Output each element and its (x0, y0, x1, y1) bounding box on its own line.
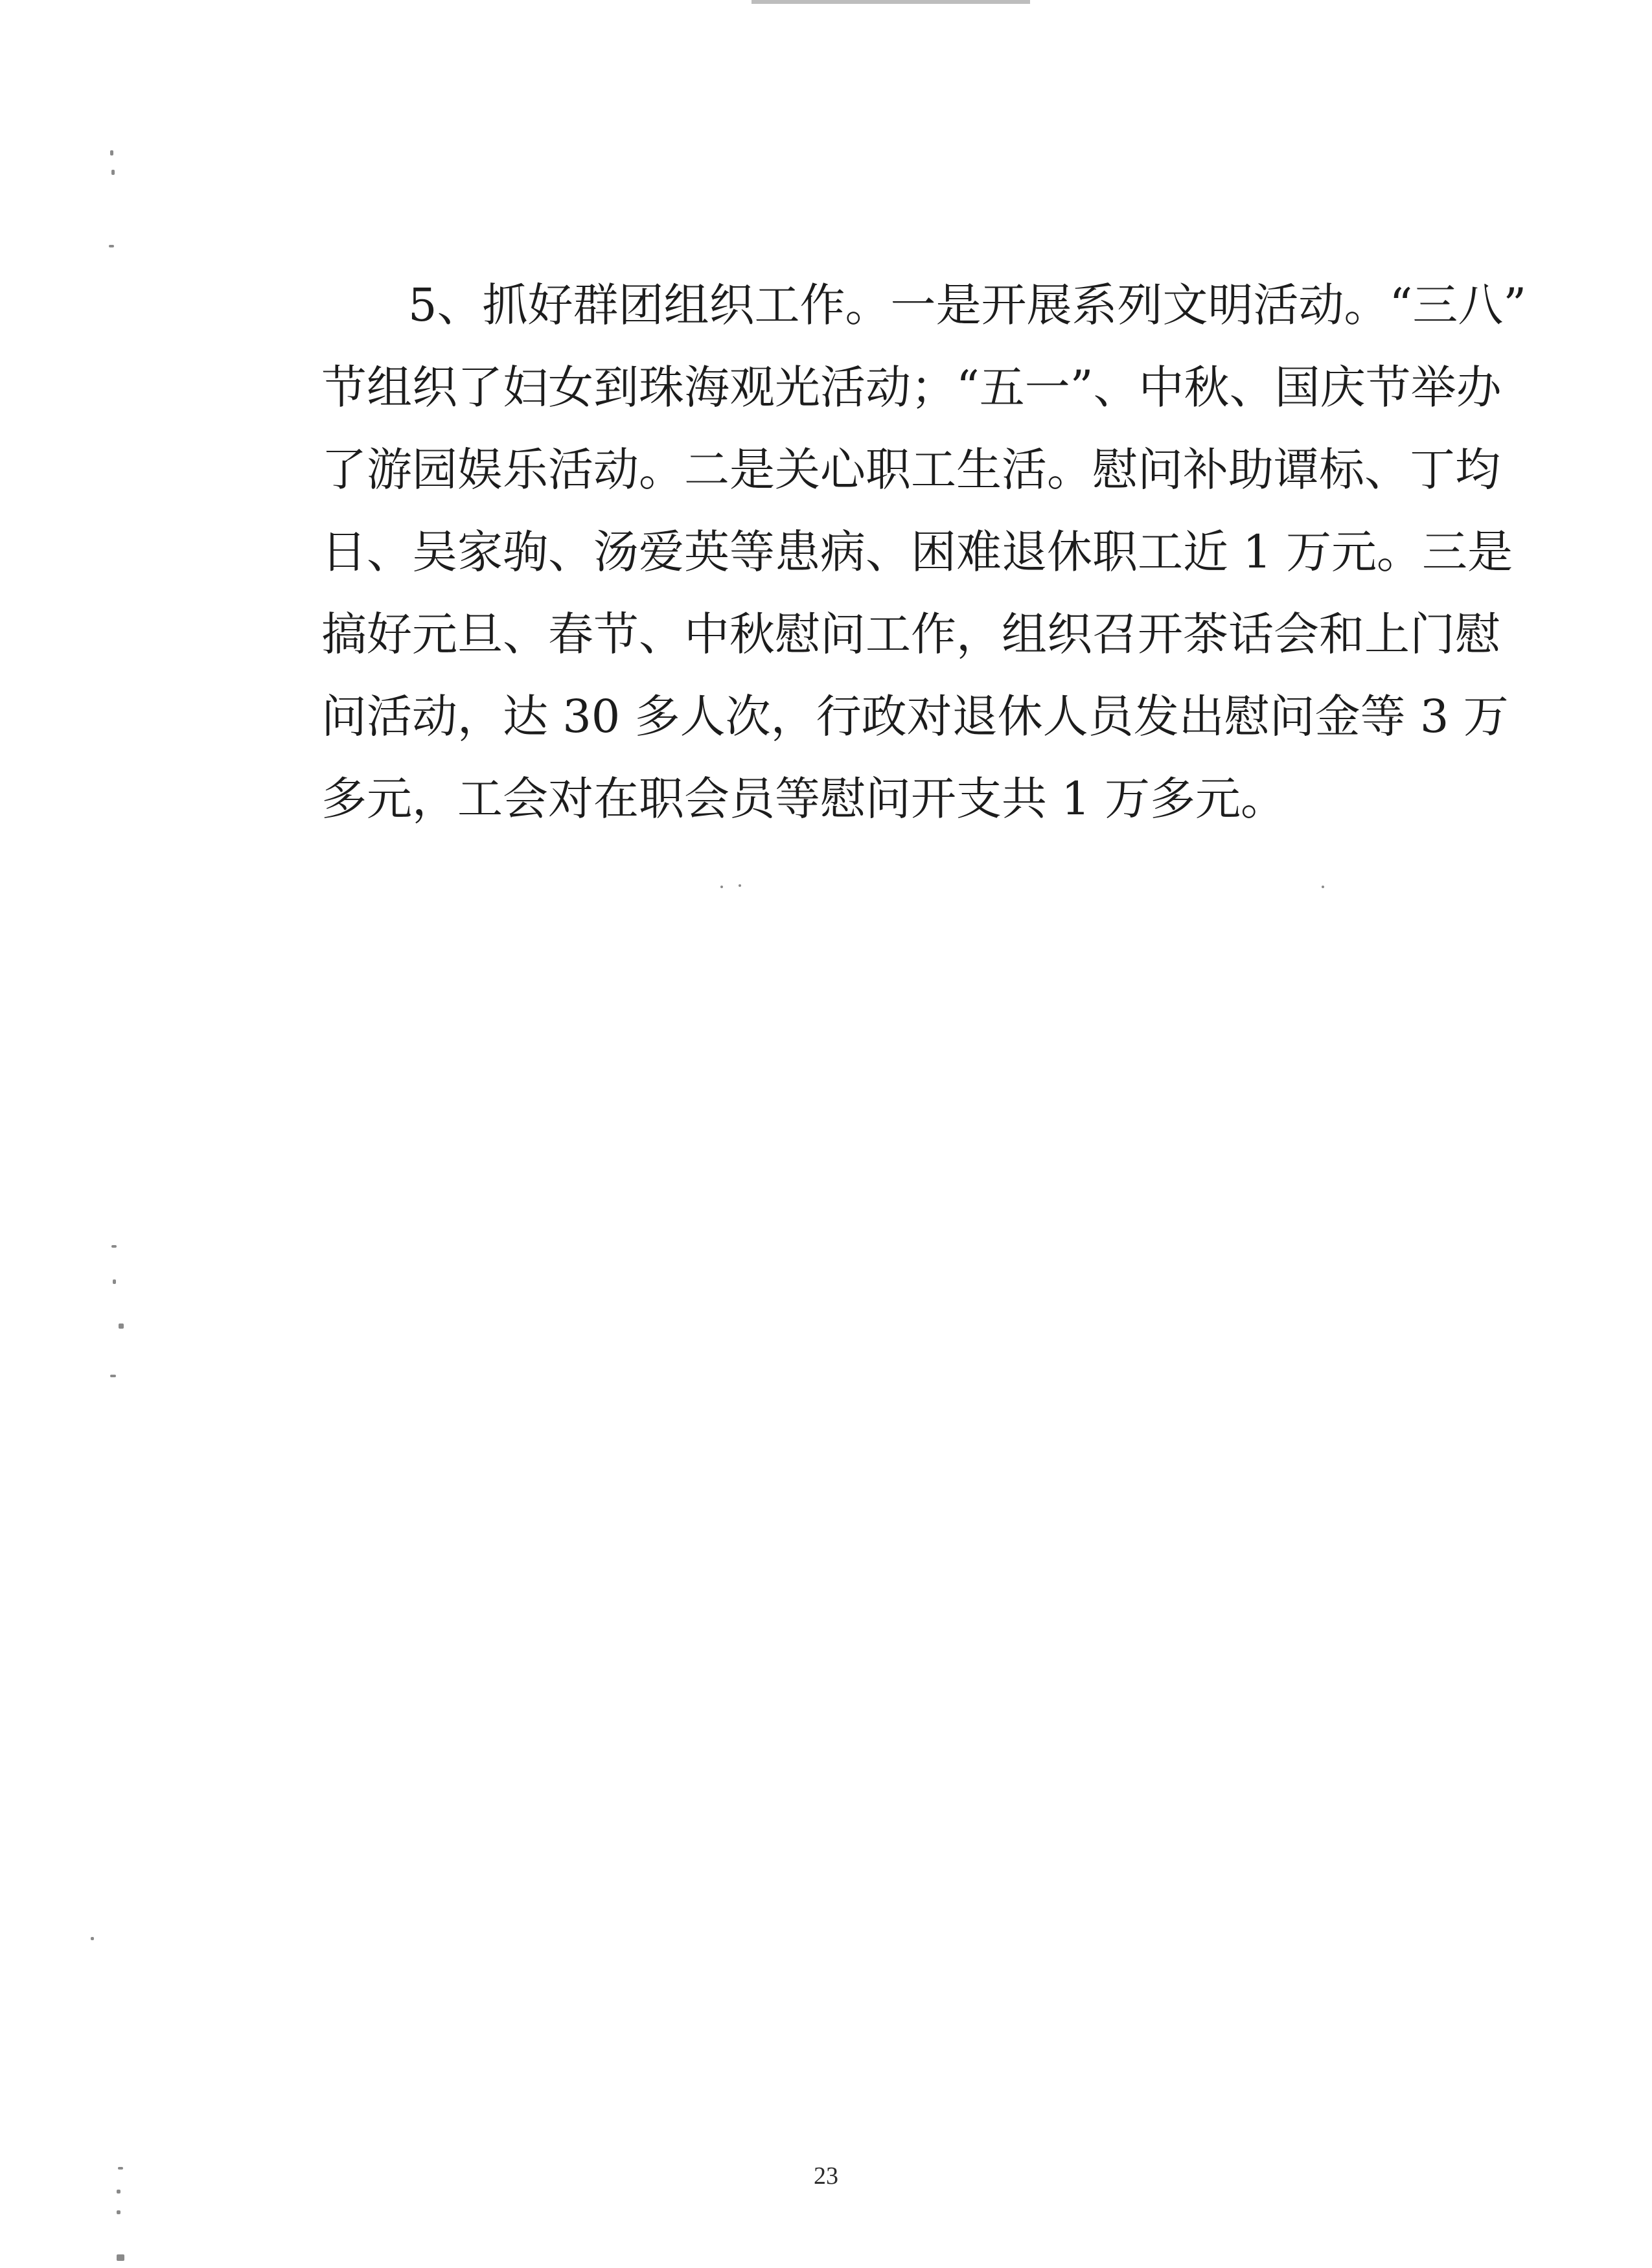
page-number: 23 (814, 2162, 838, 2190)
scan-speck (91, 1937, 94, 1940)
paragraph-line: 节组织了妇女到珠海观光活动；“五一”、中秋、国庆节举办 (321, 361, 1502, 414)
paragraph-line: 日、吴家驹、汤爱英等患病、困难退休职工近 1 万元。三是 (321, 525, 1513, 578)
scan-speck (117, 2254, 124, 2261)
scan-speck (1322, 886, 1324, 888)
scan-speck (111, 170, 115, 175)
paragraph-mass-organization-work (321, 264, 1527, 840)
scan-speck (110, 1375, 116, 1377)
paragraph-line: 了游园娱乐活动。二是关心职工生活。慰问补助谭标、丁均 (321, 443, 1500, 496)
paragraph-line: 5、抓好群团组织工作。一是开展系列文明活动。“三八” (408, 279, 1527, 332)
scan-speck (111, 1245, 117, 1248)
scan-speck (109, 245, 114, 247)
paragraph-line: 多元，工会对在职会员等慰问开支共 1 万多元。 (321, 772, 1287, 825)
scan-edge-mark (751, 0, 1030, 4)
scan-speck (113, 1279, 116, 1284)
scan-speck (720, 886, 723, 888)
scan-speck (117, 2210, 120, 2214)
paragraph-line: 搞好元旦、春节、中秋慰问工作，组织召开茶话会和上门慰 (321, 608, 1500, 661)
scan-speck (110, 150, 113, 155)
scan-speck (739, 884, 741, 887)
paragraph-line: 问活动，达 30 多人次，行政对退休人员发出慰问金等 3 万 (321, 690, 1509, 743)
scan-speck (119, 1323, 124, 1329)
